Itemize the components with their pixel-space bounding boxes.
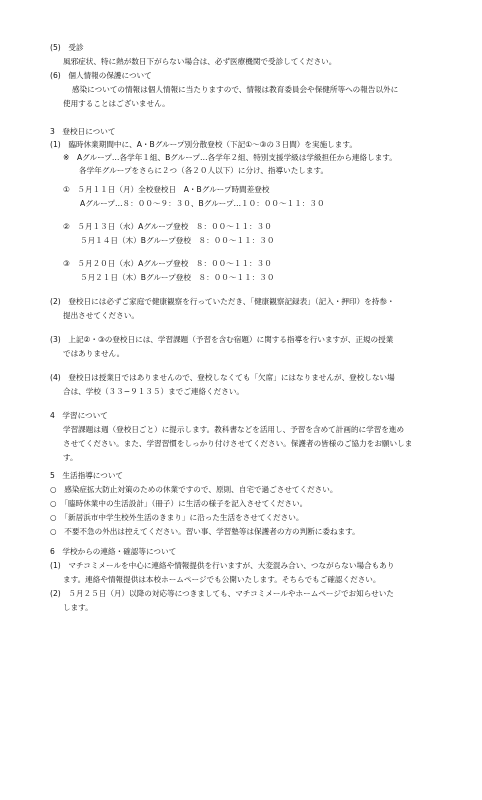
text-line: (3) 上記②・③の登校日には、学習課題（予習を含む宿題）に関する指導を行いますが、正規の授業 — [50, 335, 394, 344]
text-line: ○ 感染症拡大防止対策のための休業ですので、原則、自宅で過ごさせてください。 — [50, 485, 338, 494]
text-line: ○ 不要不急の外出は控えてください。習い事、学習塾等は保護者の方の判断に委ねます。 — [50, 527, 360, 536]
text-line: (4) 登校日は授業日ではありませんので、登校しなくても「欠席」にはなりませんが、登校しない場 — [50, 373, 395, 382]
text-line: ○ 「新居浜市中学生校外生活のきまり」に沿った生活をさせてください。 — [50, 513, 304, 522]
text-line: 使用することはございません。 — [63, 99, 170, 108]
text-line: (1) マチコミメールを中心に連絡や情報提供を行いますが、大変混み合い、つながらない場合もあり — [50, 561, 395, 570]
text-line: します。 — [63, 603, 93, 612]
text-line: 6 学校からの連絡・確認等について — [50, 547, 177, 556]
text-line: ではありません。 — [63, 349, 125, 358]
text-line: ② ５月１３日（水）Aグループ登校 ８：００〜１１：３０ — [63, 222, 272, 231]
text-line: 3 登校日について — [50, 127, 116, 136]
text-line: す。 — [63, 453, 78, 462]
text-line: させてください。また、学習習慣をしっかり付けさせてください。保護者の皆様のご協力をお願いしま — [63, 439, 413, 448]
text-line: (2) ５月２５日（月）以降の対応等につきましても、マチコミメールやホームページでお知らせいた — [50, 589, 394, 598]
text-line: Aグループ…８：００〜９：３０、Bグループ…１０：００〜１１：３０ — [80, 199, 325, 208]
text-line: ① ５月１１日（月）全校登校日 A・Bグループ時間差登校 — [63, 185, 270, 194]
text-line: ５月２１日（木）Bグループ登校 ８：００〜１１：３０ — [80, 273, 275, 282]
text-line: 感染についての情報は個人情報に当たりますので、情報は教育委員会や保健所等への報告以外に — [72, 85, 399, 94]
text-line: ５月１４日（木）Bグループ登校 ８：００〜１１：３０ — [80, 236, 275, 245]
text-line: 各学年グループをさらに２つ（各２０人以下）に分け、指導いたします。 — [79, 166, 329, 175]
text-line: 学習課題は週（登校日ごと）に提示します。教科書などを活用し、予習を含めて計画的に学習を進め — [63, 425, 405, 434]
text-line: 提出させてください。 — [63, 311, 139, 320]
text-line: (1) 臨時休業期間中に、A・Bグループ別分散登校（下記①〜③の３日間）を実施します。 — [50, 140, 357, 149]
text-line: ます。連絡や情報提供は本校ホームページでも公開いたします。そちらでもご確認ください。 — [63, 575, 381, 584]
text-line: 風邪症状、特に熱が数日下がらない場合は、必ず医療機関で受診してください。 — [63, 57, 337, 66]
text-line: (2) 登校日には必ずご家庭で健康観察を行っていただき、「健康観察記録表」（記入・押印）を持参・ — [50, 297, 395, 306]
text-line: ③ ５月２０日（水）Aグループ登校 ８：００〜１１：３０ — [63, 259, 272, 268]
text-line: 4 学習について — [50, 411, 108, 420]
text-line: 5 生活指導について — [50, 471, 124, 480]
text-line: ○ 「臨時休業中の生活設計」（冊子）に生活の様子を記入させてください。 — [50, 499, 308, 508]
text-line: (5) 受診 — [50, 43, 84, 52]
text-line: (6) 個人情報の保護について — [50, 71, 152, 80]
text-line: 合は、学校（３３−９１３５）までご連絡ください。 — [63, 387, 245, 396]
text-line: ※ Aグループ…各学年１組、Bグループ…各学年２組、特別支援学級は学級担任から連絡します。 — [63, 153, 397, 162]
